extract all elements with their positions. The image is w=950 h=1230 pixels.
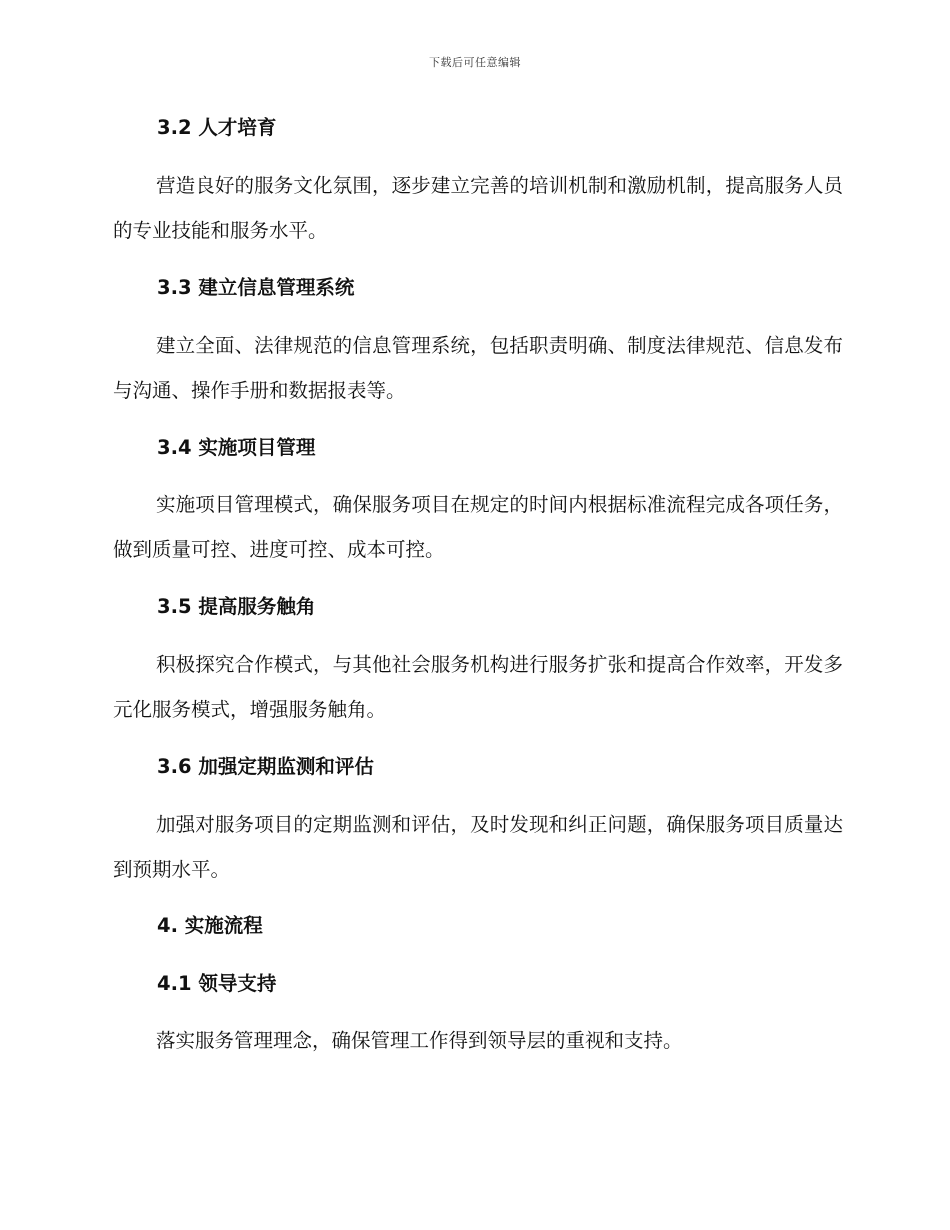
- chapter-heading-4: 4. 实施流程: [157, 914, 263, 937]
- section-body-3-2: 营造良好的服务文化氛围，逐步建立完善的培训机制和激励机制，提高服务人员的专业技能和服务水平。: [113, 174, 843, 242]
- section-body-3-6: 加强对服务项目的定期监测和评估，及时发现和纠正问题，确保服务项目质量达到预期水平。: [113, 813, 843, 881]
- section-heading-3-2: 3.2 人才培育: [157, 116, 277, 139]
- section-heading-3-6: 3.6 加强定期监测和评估: [157, 755, 374, 778]
- section-heading-3-5: 3.5 提高服务触角: [157, 595, 316, 618]
- section-body-3-4: 实施项目管理模式，确保服务项目在规定的时间内根据标准流程完成各项任务，做到质量可控、进度可控、成本可控。: [113, 493, 843, 561]
- section-body-3-5: 积极探究合作模式，与其他社会服务机构进行服务扩张和提高合作效率，开发多元化服务模式，增强服务触角。: [113, 653, 843, 721]
- section-heading-3-3: 3.3 建立信息管理系统: [157, 276, 355, 299]
- header-note: 下载后可任意编辑: [429, 56, 521, 69]
- section-heading-4-1: 4.1 领导支持: [157, 972, 277, 995]
- section-heading-3-4: 3.4 实施项目管理: [157, 436, 316, 459]
- section-body-4-1: 落实服务管理理念，确保管理工作得到领导层的重视和支持。: [156, 1029, 683, 1052]
- section-body-3-3: 建立全面、法律规范的信息管理系统，包括职责明确、制度法律规范、信息发布与沟通、操作手册和数据报表等。: [113, 334, 843, 402]
